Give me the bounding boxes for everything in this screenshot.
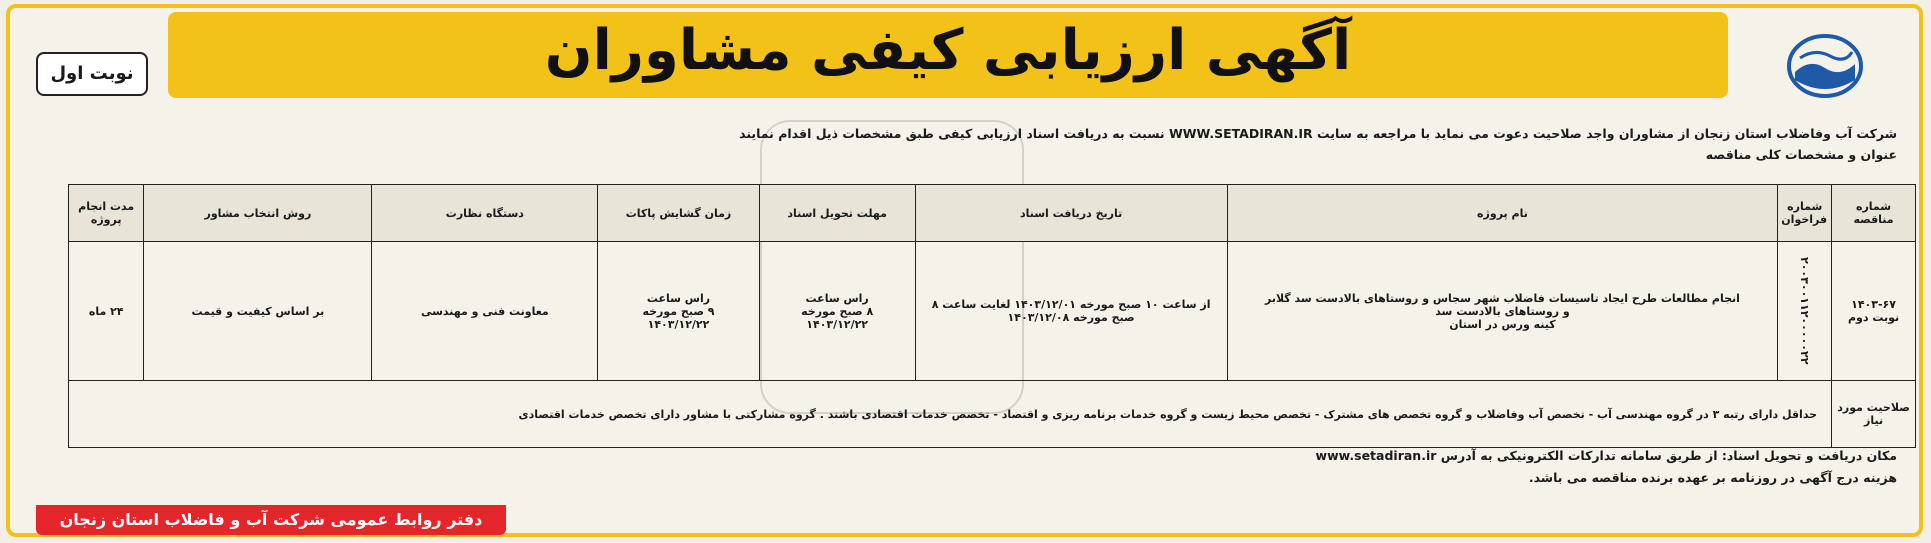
cell-opening: راس ساعت ۹ صبح مورخه ۱۴۰۳/۱۲/۲۲ bbox=[598, 242, 759, 381]
cell-project: انجام مطالعات طرح ایجاد تاسیسات فاضلاب شهر سجاس و روستاهای بالادست سد گلابر و روستاهای بالادست سد کینه ورس در استان bbox=[1227, 242, 1778, 381]
round-badge: نوبت اول bbox=[36, 52, 148, 96]
intro-text: شرکت آب وفاضلاب استان زنجان از مشاوران واجد صلاحیت دعوت می نماید با مراجعه به سایت WWW.SETADIRAN.IR نسبت به دریافت اسناد ارزیابی کیفی طبق مشخصات ذیل اقدام نمایند bbox=[739, 126, 1897, 141]
cell-receive-date: از ساعت ۱۰ صبح مورخه ۱۴۰۳/۱۲/۰۱ لغایت ساعت ۸ صبح مورخه ۱۴۰۳/۱۲/۰۸ bbox=[915, 242, 1227, 381]
cell-call-no: ۲۰۰۳۰۰۱۱۲۰۰۰۰۰۲۲ bbox=[1778, 242, 1832, 381]
header-tender-no: شماره مناقصه bbox=[1832, 185, 1916, 242]
tender-table bbox=[68, 184, 1916, 448]
subheading: عنوان و مشخصات کلی مناقصه bbox=[1705, 147, 1897, 162]
requirements-label: صلاحیت مورد نیاز bbox=[1832, 381, 1916, 448]
cell-supervisor: معاونت فنی و مهندسی bbox=[372, 242, 598, 381]
header-project: نام پروژه bbox=[1227, 185, 1778, 242]
requirements-text: حداقل دارای رتبه ۳ در گروه مهندسی آب - تخصص آب وفاضلاب و گروه تخصص های مشترک - تخصص محیط زیست و گروه خدمات برنامه ریزی و اقتصاد - تخصص خدمات اقتصادی باشند . گروه مشارکتی با مشاور دارای تخصص خدمات اقتصادی bbox=[69, 381, 1832, 448]
public-relations-label: دفتر روابط عمومی شرکت آب و فاضلاب استان زنجان bbox=[59, 510, 483, 529]
cell-method: بر اساس کیفیت و قیمت bbox=[144, 242, 372, 381]
cell-tender-no: ۱۴۰۳-۶۷ نوبت دوم bbox=[1832, 242, 1916, 381]
header-supervisor: دستگاه نظارت bbox=[372, 185, 598, 242]
header-duration: مدت انجام پروژه bbox=[69, 185, 144, 242]
table-row bbox=[69, 242, 1916, 381]
footer-location: مکان دریافت و تحویل اسناد: از طریق سامانه تدارکات الکترونیکی به آدرس www.setadiran.ir bbox=[1315, 448, 1897, 463]
header-receive-date: تاریخ دریافت اسناد bbox=[915, 185, 1227, 242]
header bbox=[18, 10, 1898, 115]
requirements-row bbox=[69, 381, 1916, 448]
title-banner bbox=[168, 12, 1728, 98]
cell-duration: ۲۴ ماه bbox=[69, 242, 144, 381]
table-header-row bbox=[69, 185, 1916, 242]
water-company-logo-icon bbox=[1780, 28, 1870, 108]
header-method: روش انتخاب مشاور bbox=[144, 185, 372, 242]
header-deadline: مهلت تحویل اسناد bbox=[759, 185, 915, 242]
cell-deadline: راس ساعت ۸ صبح مورخه ۱۴۰۳/۱۲/۲۲ bbox=[759, 242, 915, 381]
bottom-band bbox=[36, 505, 506, 535]
header-call-no: شماره فراخوان bbox=[1778, 185, 1832, 242]
header-opening: زمان گشایش پاکات bbox=[598, 185, 759, 242]
footer-cost-note: هزینه درج آگهی در روزنامه بر عهده برنده مناقصه می باشد. bbox=[1528, 470, 1897, 485]
page-title: آگهی ارزیابی کیفی مشاوران bbox=[544, 18, 1352, 83]
